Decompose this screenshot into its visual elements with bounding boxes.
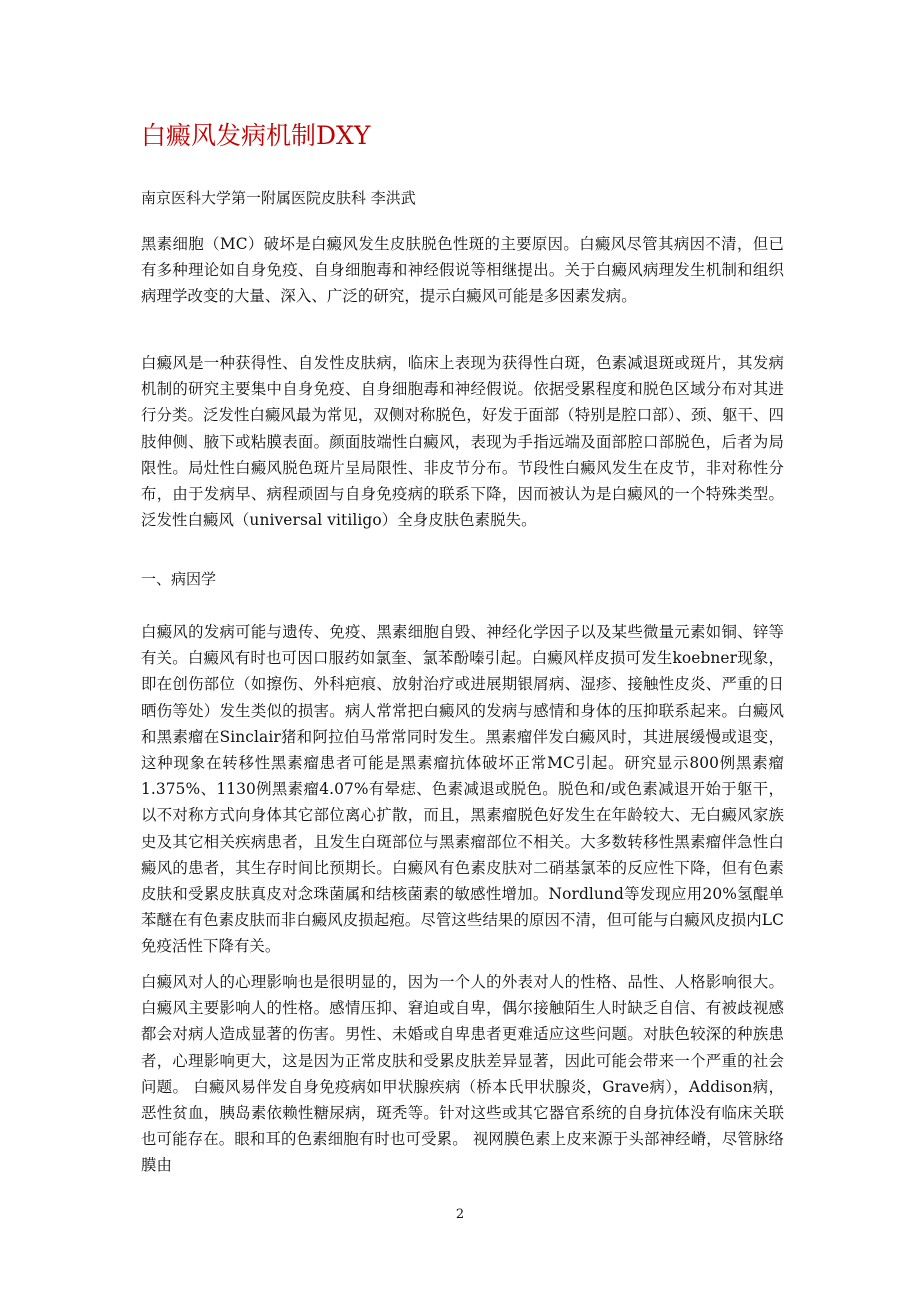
paragraph-intro: 黑素细胞（MC）破坏是白癜风发生皮肤脱色性斑的主要原因。白癜风尽管其病因不清，但已有多种理论如自身免疫、自身细胞毒和神经假说等相继提出。关于白癜风病理发生机制和组织病理学改变的大量、深入、广泛的研究，提示白癜风可能是多因素发病。 <box>141 235 784 306</box>
document-title: 白癜风发病机制DXY <box>141 121 371 150</box>
paragraph-psychological: 白癜风对人的心理影响也是很明显的，因为一个人的外表对人的性格、品性、人格影响很大。白癜风主要影响人的性格。感情压抑、窘迫或自卑，偶尔接触陌生人时缺乏自信、有被歧视感都会对病人造成显著的伤害。男性、未婚或自卑患者更难适应这些问题。对肤色较深的种族患者，心理影响更大，这是因为正常皮肤和受累皮肤差异显著，因此可能会带来一个严重的社会问题。 白癜风易伴发自身免疫病如甲状腺疾病（桥本氏甲状腺炎，Grave病），Addison病，恶性贫血，胰岛素依赖性糖尿病，斑秃等。针对这些或其它器官系统的自身抗体没有临床关联也可能存在。眼和耳的色素细胞有时也可受累。 视网膜色素上皮来源于头部神经嵴，尽管脉络膜由 <box>141 973 784 1175</box>
section-heading-etiology: 一、病因学 <box>141 570 217 588</box>
page-number: 2 <box>455 1207 465 1222</box>
paragraph-classification: 白癜风是一种获得性、自发性皮肤病，临床上表现为获得性白斑，色素减退斑或斑片，其发病机制的研究主要集中自身免疫、自身细胞毒和神经假说。依据受累程度和脱色区域分布对其进行分类。泛发性白癜风最为常见，双侧对称脱色，好发于面部（特别是腔口部）、颈、躯干、四肢伸侧、腋下或粘膜表面。颜面肢端性白癜风，表现为手指远端及面部腔口部脱色，后者为局限性。局灶性白癜风脱色斑片呈局限性、非皮节分布。节段性白癜风发生在皮节，非对称性分布，由于发病早、病程顽固与自身免疫病的联系下降，因而被认为是白癜风的一个特殊类型。泛发性白癜风（universal vitiligo）全身皮肤色素脱失。 <box>141 354 784 530</box>
paragraph-etiology: 白癜风的发病可能与遗传、免疫、黑素细胞自毁、神经化学因子以及某些微量元素如铜、锌等有关。白癜风有时也可因口服药如氯奎、氯苯酚嗪引起。白癜风样皮损可发生koebner现象，即在创伤部位（如擦伤、外科疤痕、放射治疗或进展期银屑病、湿疹、接触性皮炎、严重的日晒伤等处）发生类似的损害。病人常常把白癜风的发病与感情和身体的压抑联系起来。白癜风和黑素瘤在Sinclair猪和阿拉伯马常常同时发生。黑素瘤伴发白癜风时，其进展缓慢或退变，这种现象在转移性黑素瘤患者可能是黑素瘤抗体破坏正常MC引起。研究显示800例黑素瘤1.375%、1130例黑素瘤4.07%有晕痣、色素减退或脱色。脱色和/或色素减退开始于躯干，以不对称方式向身体其它部位离心扩散，而且，黑素瘤脱色好发生在年龄较大、无白癜风家族史及其它相关疾病患者，且发生白斑部位与黑素瘤部位不相关。大多数转移性黑素瘤伴急性白癜风的患者，其生存时间比预期长。白癜风有色素皮肤对二硝基氯苯的反应性下降，但有色素皮肤和受累皮肤真皮对念珠菌属和结核菌素的敏感性增加。Nordlund等发现应用20%氢醌单苯醚在有色素皮肤而非白癜风皮损起疱。尽管这些结果的原因不清，但可能与白癜风皮损内LC免疫活性下降有关。 <box>141 623 784 956</box>
author-line: 南京医科大学第一附属医院皮肤科 李洪武 <box>141 189 416 207</box>
